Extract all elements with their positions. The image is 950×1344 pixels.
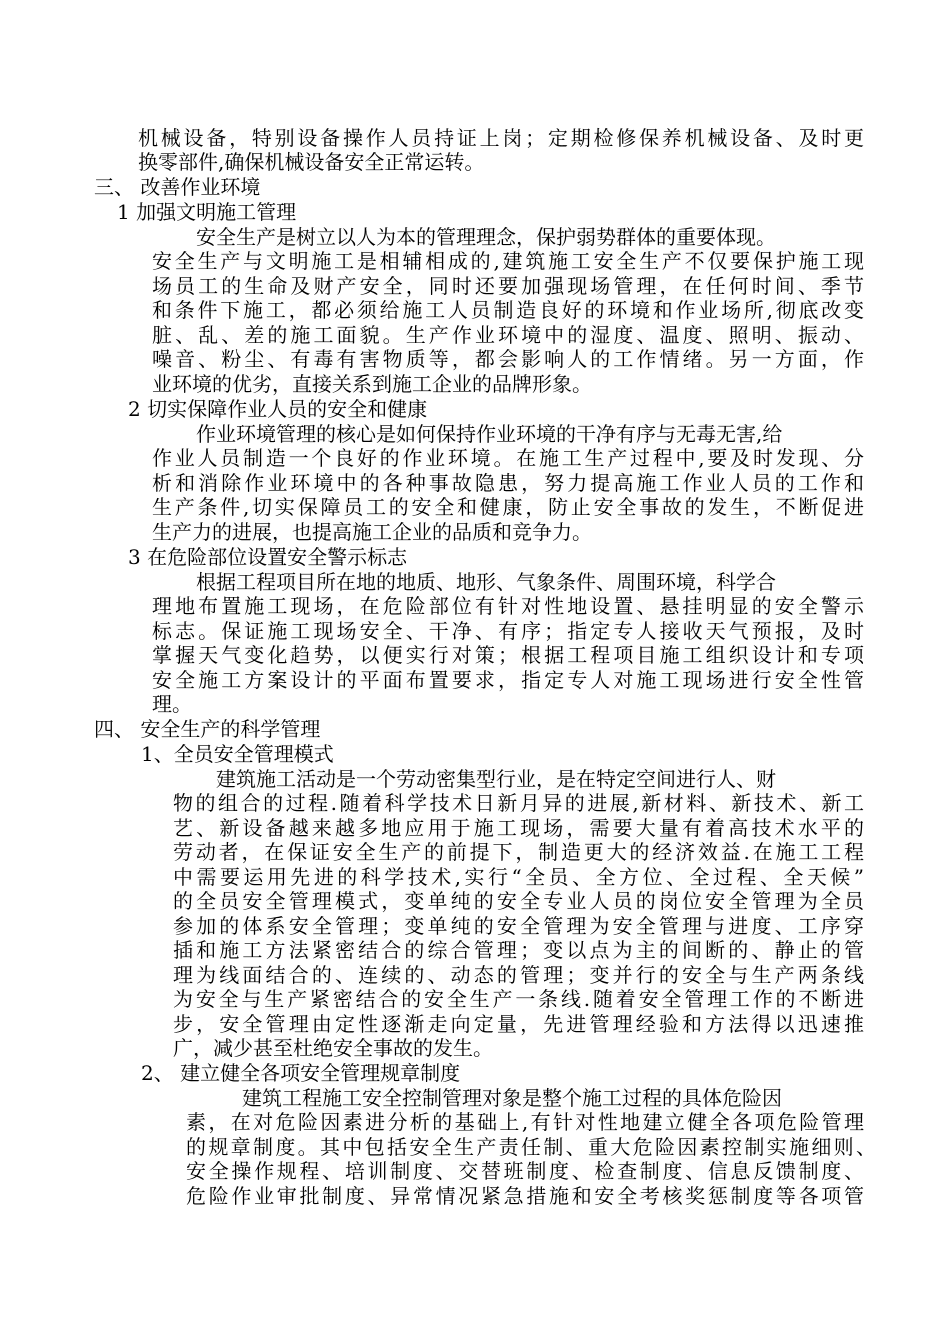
paragraph-line: 生产力的进展，也提高施工企业的品质和竞争力。 xyxy=(152,520,592,544)
paragraph-line: 根据工程项目所在地的地质、地形、气象条件、周围环境，科学合 xyxy=(196,570,776,594)
paragraph-line: 的规章制度。其中包括安全生产责任制、重大危险因素控制实施细则、 xyxy=(186,1135,876,1159)
paragraph-line: 机械设备，特别设备操作人员持证上岗；定期检修保养机械设备、及时更 xyxy=(138,126,864,150)
paragraph-line: 的全员安全管理模式，变单纯的安全专业人员的岗位安全管理为全员 xyxy=(173,889,864,913)
paragraph-line: 作业人员制造一个良好的作业环境。在施工生产过程中,要及时发现、分 xyxy=(152,446,864,470)
paragraph-line: 脏、乱、差的施工面貌。生产作业环境中的湿度、温度、照明、振动、 xyxy=(152,323,864,347)
paragraph-line: 危险作业审批制度、异常情况紧急措施和安全考核奖惩制度等各项管 xyxy=(186,1184,864,1208)
paragraph-line: 素，在对危险因素进分析的基础上,有针对性地建立健全各项危险管理 xyxy=(186,1110,864,1134)
paragraph-line: 标志。保证施工现场安全、干净、有序；指定专人接收天气预报，及时 xyxy=(152,619,864,643)
paragraph-line: 和条件下施工，都必须给施工人员制造良好的环境和作业场所,彻底改变 xyxy=(152,298,864,322)
paragraph-line: 生产条件,切实保障员工的安全和健康，防止安全事故的发生，不断促进 xyxy=(152,495,864,519)
subsection-heading: 2 切实保障作业人员的安全和健康 xyxy=(128,397,428,421)
paragraph-line: 掌握天气变化趋势，以便实行对策；根据工程项目施工组织设计和专项 xyxy=(152,643,864,667)
paragraph-line: 艺、新设备越来越多地应用于施工现场，需要大量有着高技术水平的 xyxy=(173,816,864,840)
paragraph-line: 广，减少甚至杜绝安全事故的发生。 xyxy=(173,1036,493,1060)
section-heading: 四、 安全生产的科学管理 xyxy=(94,717,321,741)
paragraph-line: 中需要运用先进的科学技术,实行“全员、全方位、全过程、全天候” xyxy=(173,865,864,889)
paragraph-line: 理地布置施工现场，在危险部位有针对性地设置、悬挂明显的安全警示 xyxy=(152,594,864,618)
subsection-heading: 3 在危险部位设置安全警示标志 xyxy=(128,545,408,569)
paragraph-line: 安全操作规程、培训制度、交替班制度、检查制度、信息反馈制度、 xyxy=(186,1159,864,1183)
section-heading: 三、 改善作业环境 xyxy=(94,175,261,199)
paragraph-line: 物的组合的过程.随着科学技术日新月异的进展,新材料、新技术、新工 xyxy=(173,791,864,815)
paragraph-line: 作业环境管理的核心是如何保持作业环境的干净有序与无毒无害,给 xyxy=(196,422,783,446)
paragraph-line: 插和施工方法紧密结合的综合管理；变以点为主的间断的、静止的管 xyxy=(173,938,864,962)
paragraph-line: 为安全与生产紧密结合的安全生产一条线.随着安全管理工作的不断进 xyxy=(173,987,864,1011)
paragraph-line: 建筑施工活动是一个劳动密集型行业，是在特定空间进行人、财 xyxy=(216,767,776,791)
paragraph-line: 场员工的生命及财产安全，同时还要加强现场管理，在任何时间、季节 xyxy=(152,274,864,298)
paragraph-line: 步，安全管理由定性逐渐走向定量，先进管理经验和方法得以迅速推 xyxy=(173,1012,864,1036)
paragraph-line: 劳动者，在保证安全生产的前提下，制造更大的经济效益.在施工工程 xyxy=(173,840,864,864)
paragraph-line: 理为线面结合的、连续的、动态的管理；变并行的安全与生产两条线 xyxy=(173,963,864,987)
paragraph-line: 安全施工方案设计的平面布置要求，指定专人对施工现场进行安全性管 xyxy=(152,668,864,692)
paragraph-line: 业环境的优劣，直接关系到施工企业的品牌形象。 xyxy=(152,372,592,396)
subsection-heading: 1、全员安全管理模式 xyxy=(141,742,334,766)
paragraph-line: 安全生产与文明施工是相辅相成的,建筑施工安全生产不仅要保护施工现 xyxy=(152,249,864,273)
paragraph-line: 析和消除作业环境中的各种事故隐患，努力提高施工作业人员的工作和 xyxy=(152,471,864,495)
paragraph-line: 安全生产是树立以人为本的管理理念，保护弱势群体的重要体现。 xyxy=(196,225,776,249)
subsection-heading: 2、 建立健全各项安全管理规章制度 xyxy=(141,1061,461,1085)
subsection-heading: 1 加强文明施工管理 xyxy=(117,200,297,224)
paragraph-line: 换零部件,确保机械设备安全正常运转。 xyxy=(138,150,485,174)
paragraph-line: 噪音、粉尘、有毒有害物质等，都会影响人的工作情绪。另一方面，作 xyxy=(152,347,864,371)
paragraph-line: 建筑工程施工安全控制管理对象是整个施工过程的具体危险因 xyxy=(242,1086,782,1110)
paragraph-line: 参加的体系安全管理；变单纯的安全管理为安全管理与进度、工序穿 xyxy=(173,914,864,938)
paragraph-line: 理。 xyxy=(152,692,192,716)
